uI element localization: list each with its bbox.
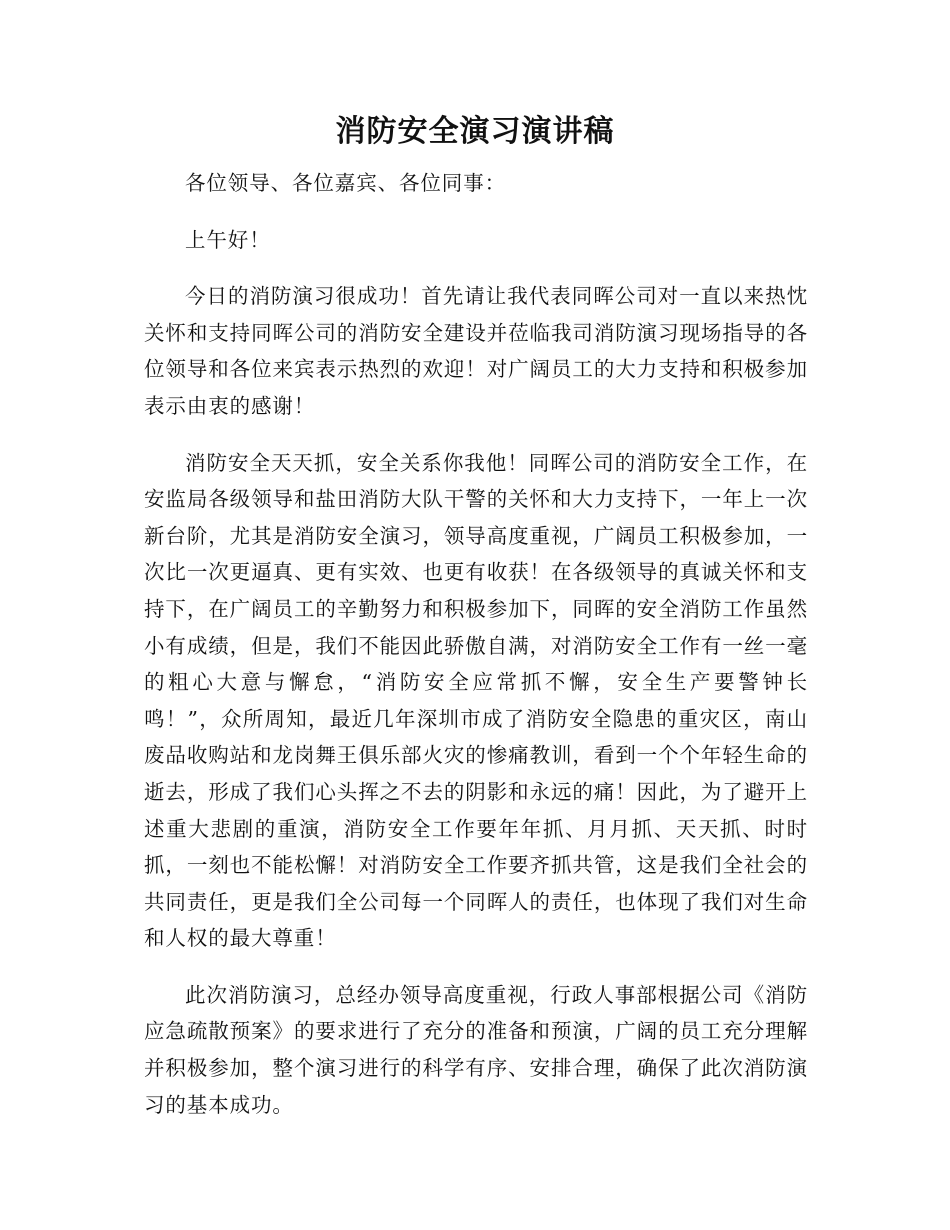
document-title: 消防安全演习演讲稿 bbox=[335, 114, 615, 149]
document-body bbox=[144, 165, 808, 1143]
greeting-line: 各位领导、各位嘉宾、各位同事： bbox=[185, 171, 506, 195]
paragraph-3: 此次消防演习，总经办领导高度重视，行政人事部根据公司《消防应急疏散预案》的要求进行了充分的准备和预演，广阔的员工充分理解并积极参加，整个演习进行的科学有序、安排合理，确保了此次消防演习的基本成功。 bbox=[144, 982, 808, 1117]
paragraph-1: 今日的消防演习很成功！首先请让我代表同晖公司对一直以来热忱关怀和支持同晖公司的消防安全建设并莅临我司消防演习现场指导的各位领导和各位来宾表示热烈的欢迎！对广阔员工的大力支持和积极参加表示由衷的感谢！ bbox=[144, 284, 808, 418]
paragraph-2: 消防安全天天抓，安全关系你我他！同晖公司的消防安全工作，在安监局各级领导和盐田消防大队干警的关怀和大力支持下，一年上一次新台阶，尤其是消防安全演习，领导高度重视，广阔员工积极参加，一次比一次更逼真、更有实效、也更有收获！在各级领导的真诚关怀和支持下，在广阔员工的辛勤努力和积极参加下，同晖的安全消防工作虽然小有成绩，但是，我们不能因此骄傲自满，对消防安全工作有一丝一毫的粗心大意与懈怠，“消防安全应常抓不懈，安全生产要警钟长鸣！”，众所周知，最近几年深圳市成了消防安全隐患的重灾区，南山废品收购站和龙岗舞王俱乐部火灾的惨痛教训，看到一个个年轻生命的逝去，形成了我们心头挥之不去的阴影和永远的痛！因此，为了避开上述重大悲剧的重演，消防安全工作要年年抓、月月抓、天天抓、时时抓，一刻也不能松懈！对消防安全工作要齐抓共管，这是我们全社会的共同责任，更是我们全公司每一个同晖人的责任，也体现了我们对生命和人权的最大尊重！ bbox=[144, 450, 808, 951]
salutation-line: 上午好！ bbox=[185, 227, 271, 252]
